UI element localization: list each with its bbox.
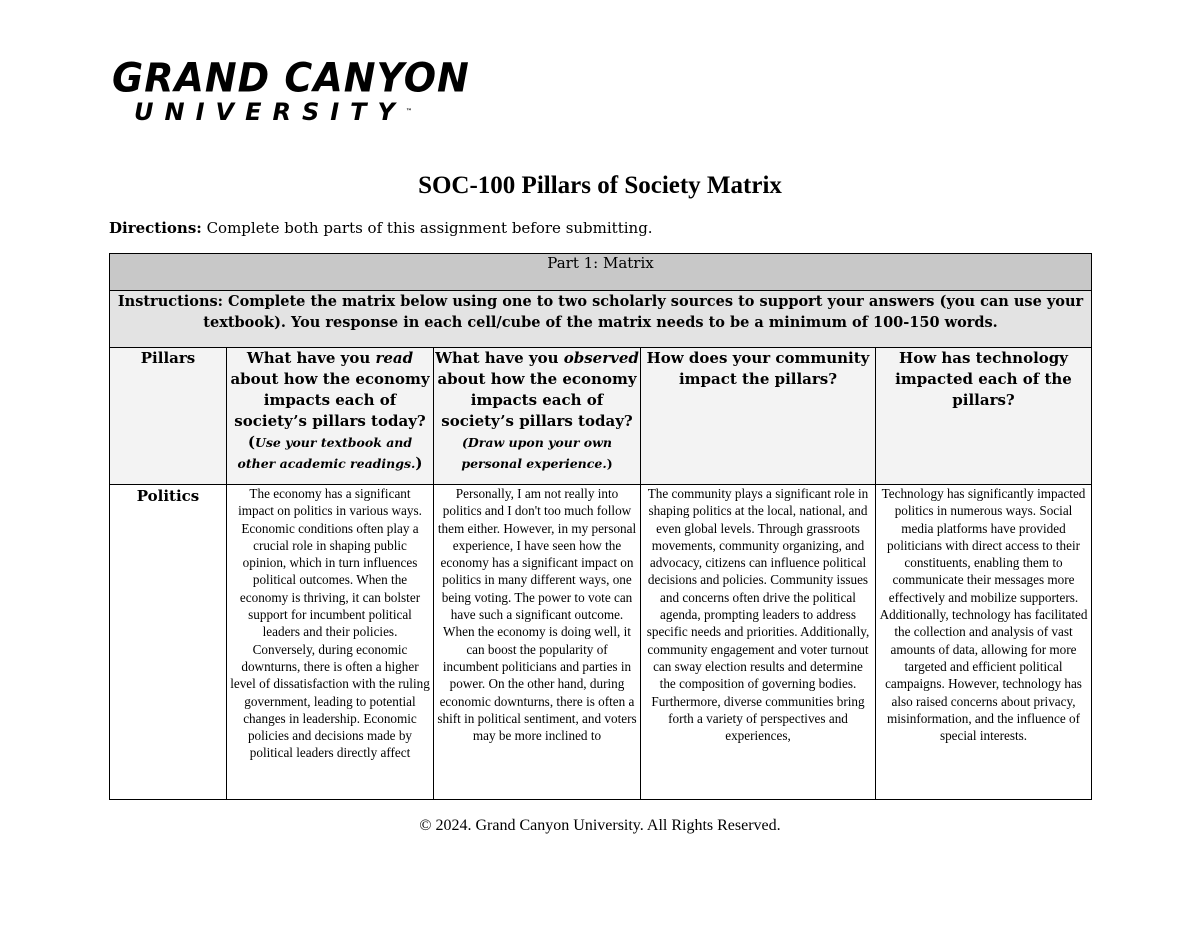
header-read-note: Use your textbook and other academic readings. [237,435,416,471]
cell-technology-text: Technology has significantly impacted politics in numerous ways. Social media platforms have provided politicians with direct access to their constituents, enabling them to communicate their messages more effectively and mobilize supporters. Additionally, technology has facilitated the collection and analysis of vast amounts of data, allowing for more targeted and efficient political campaigns. However, technology has also raised concerns about privacy, misinformation, and the influence of special interests. [879,486,1088,744]
pillar-name: Politics [110,485,227,800]
table-row [110,485,1092,800]
header-read-close: ) [415,454,423,472]
header-observed-pre: What have you [435,349,564,367]
cell-observed-text: Personally, I am not really into politics and I don't too much follow them either. However, in my personal experience, I have seen how the economy has a significant impact on politics in many different ways, one being voting. The power to vote can have such a significant outcome. When the economy is doing well, it can boost the popularity of incumbent politicians and parties in power. On the other hand, during economic downturns, there is often a shift in political sentiment, and voters may be more inclined to [437,486,637,744]
header-read [227,348,434,485]
cell-read-text: The economy has a significant impact on politics in various ways. Economic conditions often play a crucial role in shaping public opinion, which in turn influences political outcomes. When the economy is thriving, it can bolster support for incumbent political leaders and their policies. Conversely, during economic downturns, there is often a higher level of dissatisfaction with the ruling government, leading to potential changes in leadership. Economic policies and decisions made by political leaders directly affect [230,486,430,761]
trademark-mark: ™ [405,108,412,115]
cell-community-text: The community plays a significant role in shaping politics at the local, national, and even global levels. Through grassroots movements, community organizing, and advocacy, citizens can influence political decisions and policies. Community issues and concerns often drive the political agenda, prompting leaders to address specific needs and priorities. Additionally, community engagement and voter turnout can sway election results and determine the composition of governing bodies. Furthermore, diverse communities bring forth a variety of perspectives and experiences, [646,486,870,744]
logo-line-1: GRAND CANYON [112,54,470,102]
header-observed-note: (Draw upon your own personal experience. [461,435,612,471]
directions-label: Directions: [109,219,202,237]
header-observed [434,348,641,485]
logo-line-2 [134,98,470,126]
pillars-matrix-table [109,253,1092,800]
cell-observed [434,485,641,800]
part-header-row [110,254,1092,291]
instructions-row [110,291,1092,348]
instructions-text: Instructions: Complete the matrix below using one to two scholarly sources to support your answers (you can use your textbook). You response in each cell/cube of the matrix needs to be a minimum of 100-150 words. [110,291,1092,348]
part-label: Part 1: Matrix [110,254,1092,291]
cell-community [641,485,876,800]
cell-technology [876,485,1092,800]
header-observed-close: ) [606,456,613,471]
header-observed-post: about how the economy impacts each of society’s pillars today? [437,370,637,430]
directions [109,219,653,237]
university-logo [112,54,470,126]
header-read-pre: What have you [246,349,376,367]
directions-text: Complete both parts of this assignment before submitting. [201,219,653,237]
header-technology: How has technology impacted each of the pillars? [876,348,1092,485]
cell-read [227,485,434,800]
column-header-row [110,348,1092,485]
header-community: How does your community impact the pillars? [641,348,876,485]
document-title: SOC-100 Pillars of Society Matrix [418,172,782,199]
header-observed-em: observed [563,349,639,367]
header-read-em: read [375,349,414,367]
header-pillars: Pillars [110,348,227,485]
header-read-post: about how the economy impacts each of society’s pillars today? ( [230,370,430,451]
copyright-footer: © 2024. Grand Canyon University. All Rights Reserved. [419,817,781,834]
logo-line-2-text: UNIVERSITY [134,98,406,126]
